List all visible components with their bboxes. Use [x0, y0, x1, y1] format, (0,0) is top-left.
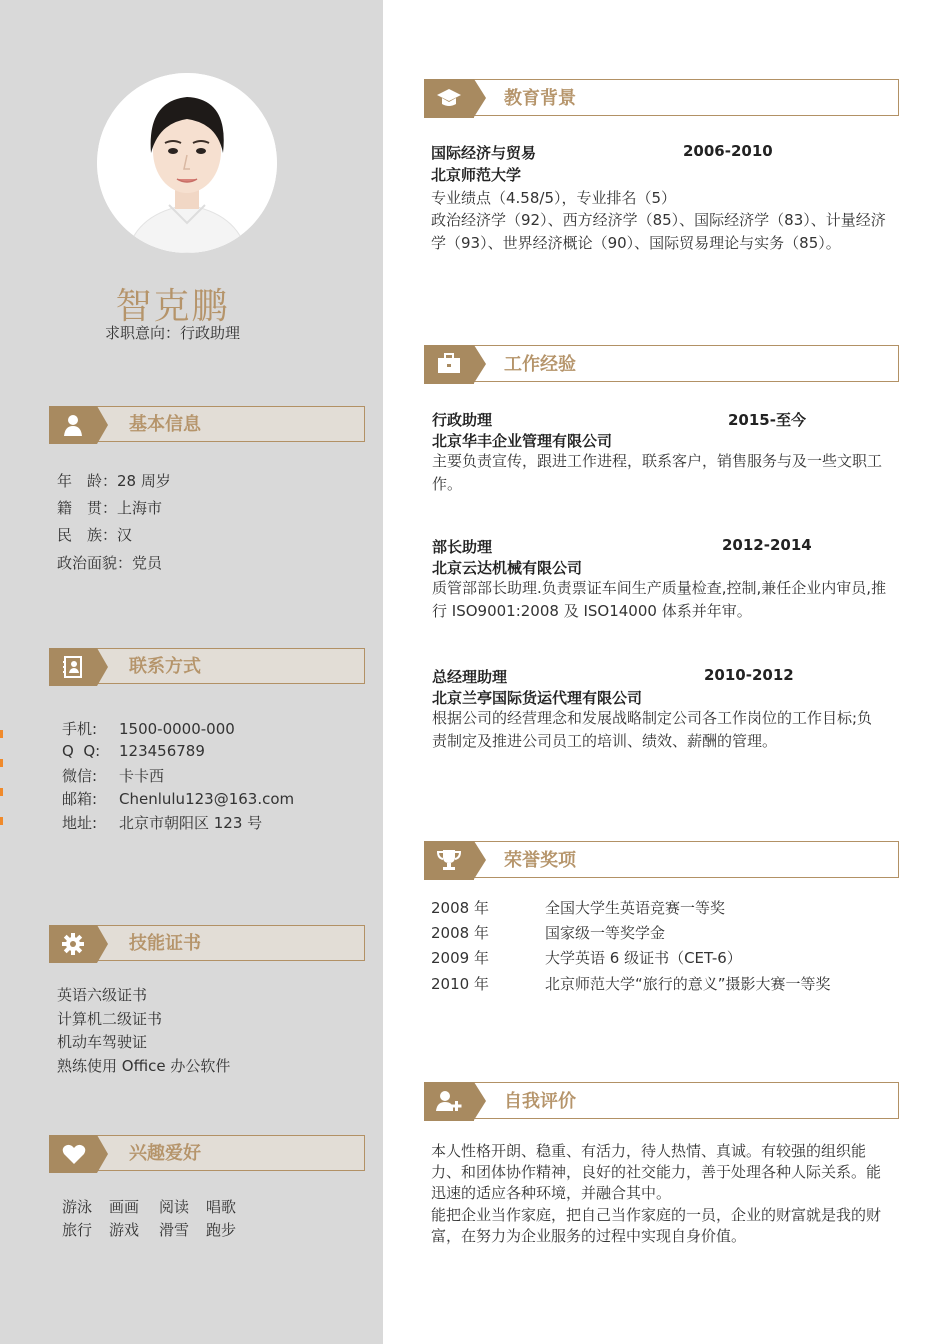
job-description: 质管部部长助理.负责票证车间生产质量检查,控制,兼任企业内审员,推行 ISO9001:2008 及 ISO14000 体系并年审。	[432, 579, 887, 620]
hobby-row: 游泳 画画 阅读 唱歌	[62, 1198, 237, 1216]
job-intent-value: 行政助理	[180, 324, 241, 342]
contact-row: Q Q: 123456789	[62, 742, 205, 760]
person-icon	[62, 414, 84, 436]
job-position: 行政助理	[432, 411, 493, 429]
honor-year: 2008 年	[431, 924, 489, 942]
edu-major: 国际经济与贸易	[431, 144, 537, 162]
contact-row: 微信: 卡卡西	[62, 767, 165, 785]
section-title: 工作经验	[504, 354, 576, 375]
honor-award: 北京师范大学“旅行的意义”摄影大赛一等奖	[545, 975, 831, 993]
person-name: 智克鹏	[115, 286, 230, 327]
info-row: 民 族：汉	[57, 526, 133, 544]
job-period: 2012-2014	[722, 536, 812, 554]
edu-period: 2006-2010	[683, 142, 773, 160]
job-company: 北京兰亭国际货运代理有限公司	[432, 689, 643, 707]
section-title: 自我评价	[504, 1091, 576, 1112]
job-description: 根据公司的经营理念和发展战略制定公司各工作岗位的工作目标;负责制定及推进公司员工的培训、绩效、薪酬的管理。	[432, 709, 873, 750]
portrait-photo	[97, 73, 277, 253]
trophy-icon	[436, 849, 462, 871]
info-row: 年 龄：28 周岁	[57, 472, 171, 490]
skill-item: 熟练使用 Office 办公软件	[57, 1057, 231, 1075]
job-period: 2010-2012	[704, 666, 794, 684]
skill-item: 计算机二级证书	[57, 1010, 163, 1028]
section-basic-info-header	[49, 406, 365, 442]
section-contact-header	[49, 648, 365, 684]
job-intent-label: 求职意向：	[104, 324, 180, 342]
section-title: 兴趣爱好	[129, 1143, 201, 1164]
edu-courses: 政治经济学（92）、西方经济学（85）、国际经济学（83）、计量经济学（93）、世界经济概论（90）、国际贸易理论与实务（85）。	[431, 211, 886, 252]
edu-school: 北京师范大学	[431, 166, 522, 184]
side-decoration	[0, 730, 4, 846]
job-position: 部长助理	[432, 538, 493, 556]
section-honors-header	[424, 841, 899, 878]
info-row: 籍 贯：上海市	[57, 499, 163, 517]
job-description: 主要负责宣传，跟进工作进程，联系客户，销售服务与及一些文职工作。	[432, 452, 883, 493]
job-position: 总经理助理	[432, 668, 508, 686]
section-hobbies-header	[49, 1135, 365, 1171]
section-self-eval-header	[424, 1082, 899, 1119]
job-intent	[0, 322, 345, 343]
graduation-cap-icon	[436, 87, 462, 109]
self-eval-paragraph: 本人性格开朗、稳重、有活力，待人热情、真诚。有较强的组织能力、和团体协作精神，良好的社交能力，善于处理各种人际关系。能迅速的适应各种环境，并融合其中。	[431, 1142, 882, 1202]
section-title: 基本信息	[129, 414, 201, 435]
honor-award: 大学英语 6 级证书（CET-6）	[545, 949, 742, 967]
honor-year: 2008 年	[431, 899, 489, 917]
briefcase-icon	[436, 353, 462, 375]
job-company: 北京云达机械有限公司	[432, 559, 583, 577]
edu-gpa: 专业绩点（4.58/5），专业排名（5）	[431, 189, 677, 207]
contact-row: 邮箱: Chenlulu123@163.com	[62, 790, 295, 808]
heart-icon	[62, 1143, 86, 1165]
info-row: 政治面貌：党员	[57, 554, 163, 572]
self-eval-paragraph: 能把企业当作家庭，把自己当作家庭的一员，企业的财富就是我的财富，在努力为企业服务的过程中实现自身价值。	[431, 1206, 882, 1245]
hobby-row: 旅行 游戏 滑雪 跑步	[62, 1221, 237, 1239]
contact-row: 地址: 北京市朝阳区 123 号	[62, 814, 263, 832]
skill-item: 机动车驾驶证	[57, 1033, 148, 1051]
section-title: 技能证书	[129, 933, 201, 954]
section-title: 荣誉奖项	[504, 850, 576, 871]
section-skills-header	[49, 925, 365, 961]
section-title: 教育背景	[504, 88, 576, 109]
user-plus-icon	[436, 1090, 462, 1112]
contact-row: 手机: 1500-0000-000	[62, 720, 235, 738]
address-book-icon	[62, 656, 84, 678]
section-education-header	[424, 79, 899, 116]
honor-year: 2010 年	[431, 975, 489, 993]
honor-award: 全国大学生英语竞赛一等奖	[545, 899, 726, 917]
section-title: 联系方式	[129, 656, 201, 677]
avatar	[97, 73, 277, 253]
skill-item: 英语六级证书	[57, 986, 148, 1004]
honor-award: 国家级一等奖学金	[545, 924, 666, 942]
honor-year: 2009 年	[431, 949, 489, 967]
gear-icon	[62, 933, 84, 955]
job-company: 北京华丰企业管理有限公司	[432, 432, 613, 450]
job-period: 2015-至今	[728, 411, 806, 429]
section-work-header	[424, 345, 899, 382]
